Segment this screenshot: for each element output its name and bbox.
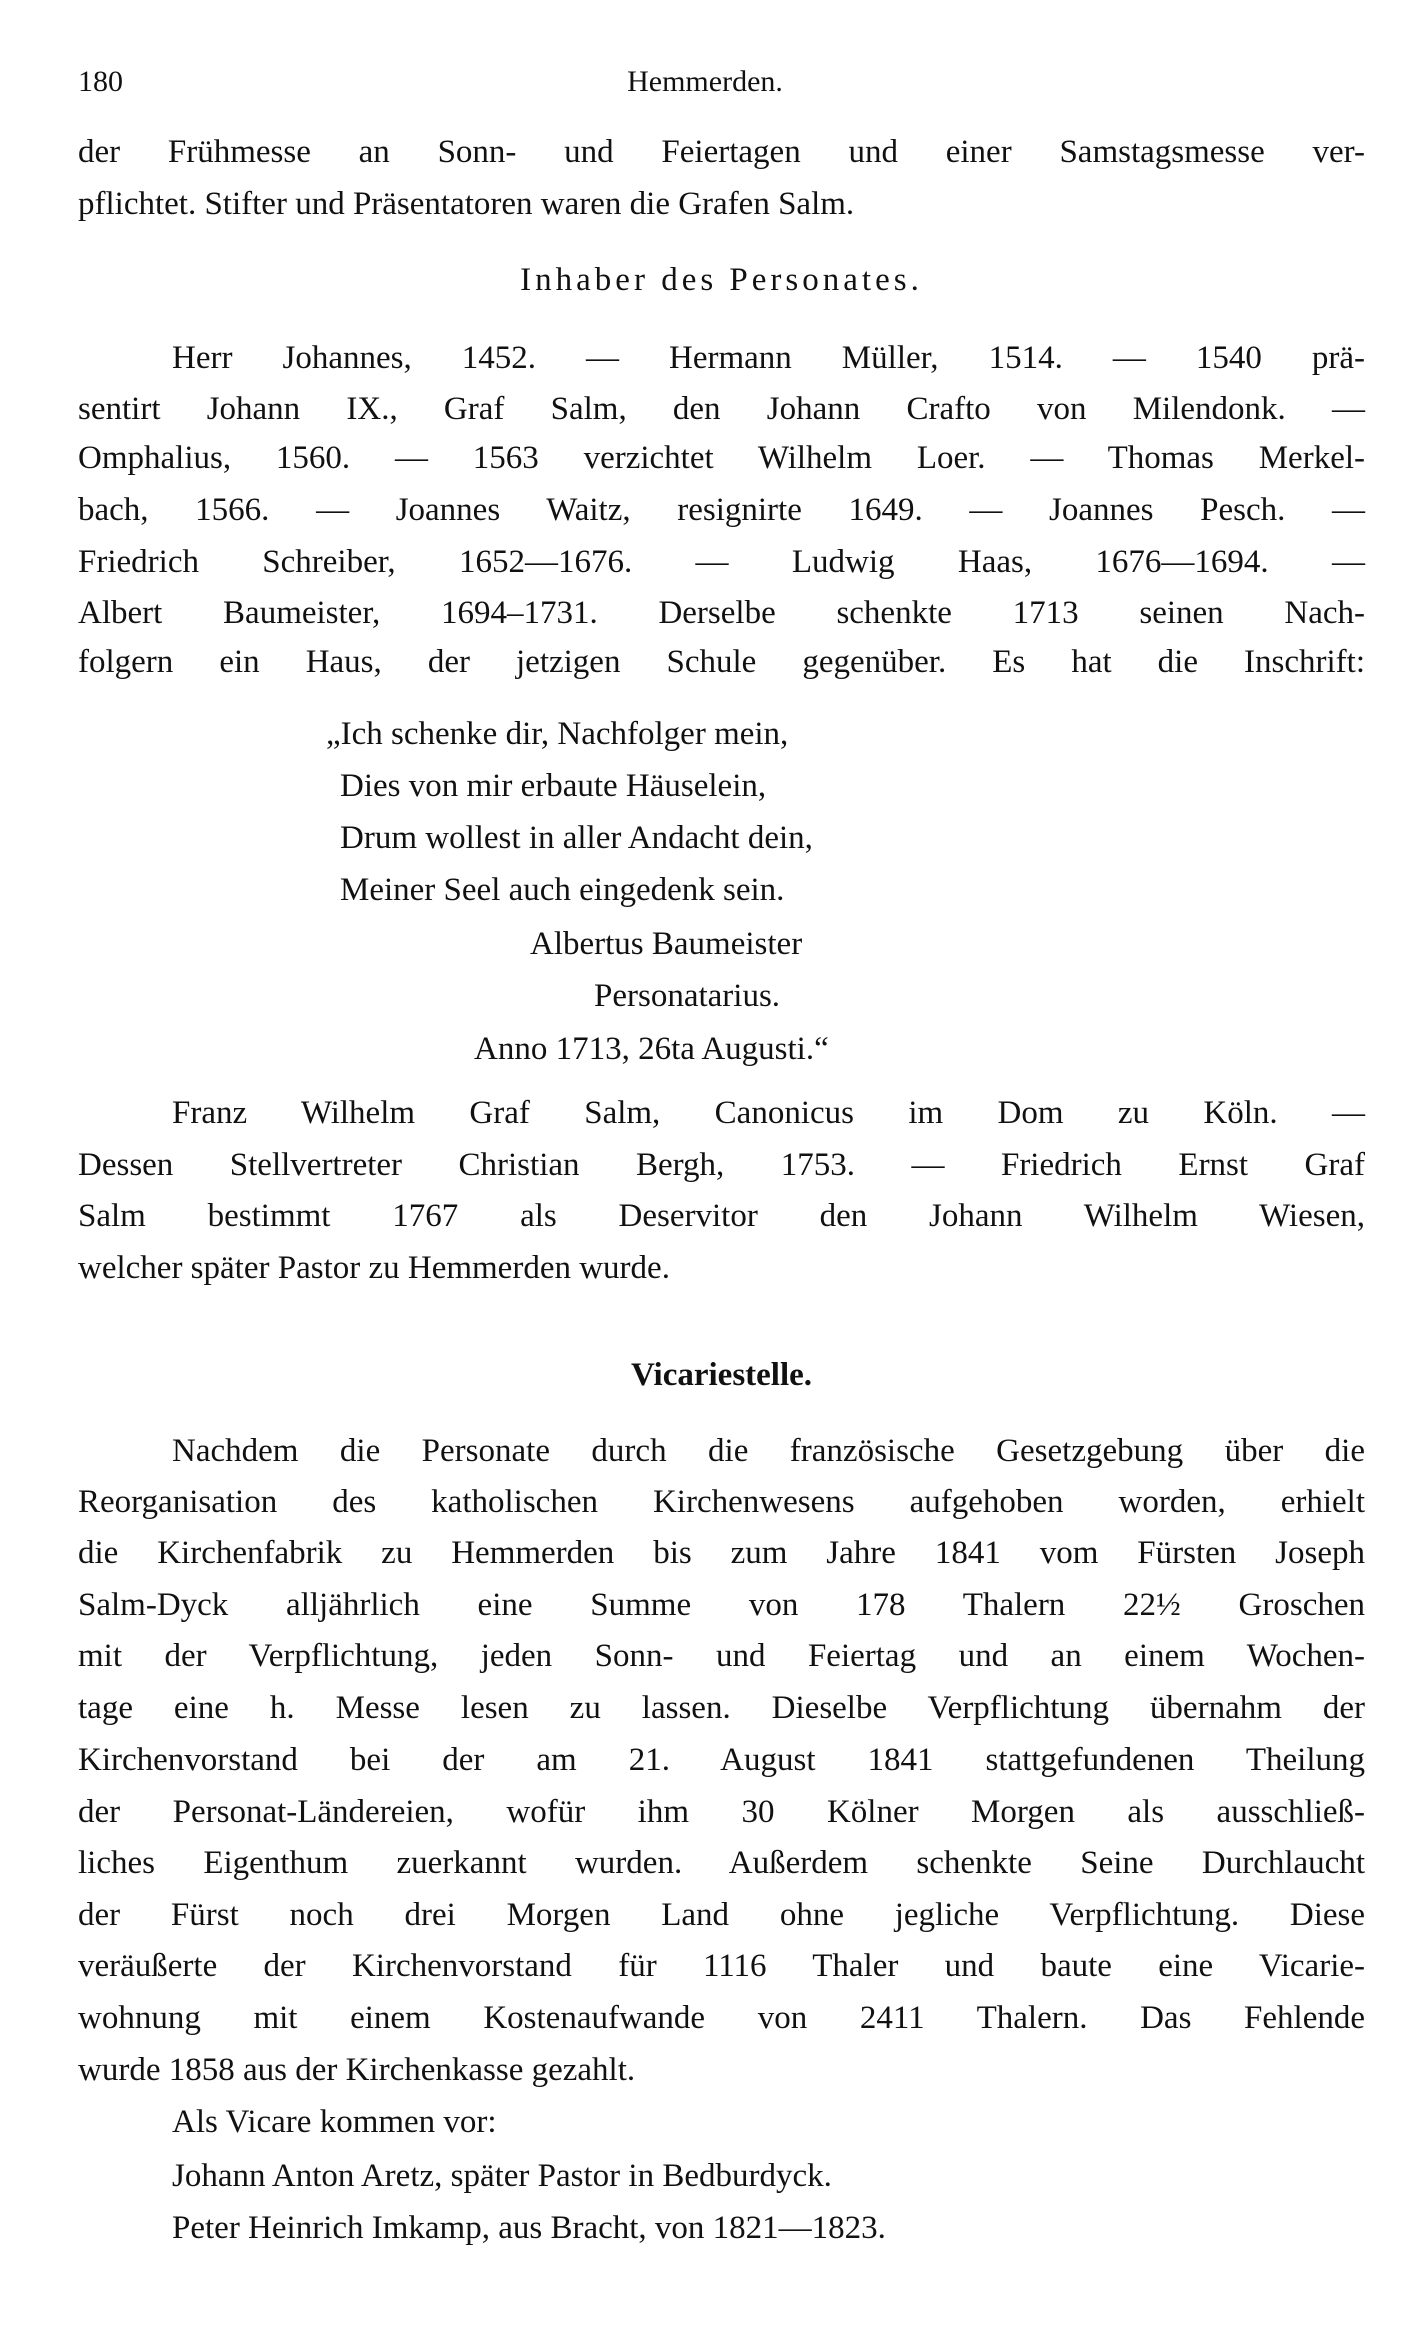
list-item: Peter Heinrich Imkamp, aus Bracht, von 1821—1823. [172, 2210, 886, 2246]
page-number: 180 [78, 65, 123, 98]
text-line: sentirt Johann IX., Graf Salm, den Johann Crafto von Milendonk. — [78, 391, 1365, 427]
text-line: Reorganisation des katholischen Kirchenwesens aufgehoben worden, erhielt [78, 1484, 1365, 1520]
poem-date: Anno 1713, 26ta Augusti.“ [474, 1031, 829, 1067]
poem-signature: Albertus Baumeister [530, 926, 803, 962]
text-line: Dessen Stellvertreter Christian Bergh, 1753. — Friedrich Ernst Graf [78, 1147, 1365, 1183]
poem-signature: Personatarius. [594, 978, 781, 1014]
text-line: der Fürst noch drei Morgen Land ohne jegliche Verpflichtung. Diese [78, 1897, 1365, 1933]
text-line: Nachdem die Personate durch die französische Gesetzgebung über die [172, 1433, 1365, 1469]
text-line: bach, 1566. — Joannes Waitz, resignirte 1649. — Joannes Pesch. — [78, 492, 1365, 528]
text-line: Albert Baumeister, 1694–1731. Derselbe schenkte 1713 seinen Nach- [78, 595, 1365, 631]
text-line: tage eine h. Messe lesen zu lassen. Dieselbe Verpflichtung übernahm der [78, 1690, 1365, 1726]
poem-line: „Ich schenke dir, Nachfolger mein, [326, 716, 789, 752]
text-line: mit der Verpflichtung, jeden Sonn- und Feiertag und an einem Wochen- [78, 1638, 1365, 1674]
text-line: folgern ein Haus, der jetzigen Schule gegenüber. Es hat die Inschrift: [78, 644, 1365, 680]
text-line: Als Vicare kommen vor: [172, 2104, 497, 2140]
text-line: Salm-Dyck alljährlich eine Summe von 178 Thalern 22½ Groschen [78, 1587, 1365, 1623]
poem-line: Meiner Seel auch eingedenk sein. [340, 872, 785, 908]
text-line: welcher später Pastor zu Hemmerden wurde. [78, 1250, 670, 1286]
text-line: der Frühmesse an Sonn- und Feiertagen und einer Samstagsmesse ver- [78, 134, 1365, 170]
section-heading: Inhaber des Personates. [520, 262, 923, 298]
text-line: pflichtet. Stifter und Präsentatoren waren die Grafen Salm. [78, 186, 855, 222]
text-line: der Personat-Ländereien, wofür ihm 30 Kölner Morgen als ausschließ- [78, 1794, 1365, 1830]
text-line: veräußerte der Kirchenvorstand für 1116 Thaler und baute eine Vicarie- [78, 1948, 1365, 1984]
list-item: Johann Anton Aretz, später Pastor in Bedburdyck. [172, 2158, 832, 2194]
text-line: Kirchenvorstand bei der am 21. August 1841 stattgefundenen Theilung [78, 1742, 1365, 1778]
poem-line: Dies von mir erbaute Häuselein, [340, 768, 767, 804]
poem-line: Drum wollest in aller Andacht dein, [340, 820, 813, 856]
text-line: Herr Johannes, 1452. — Hermann Müller, 1514. — 1540 prä- [172, 340, 1365, 376]
text-line: liches Eigenthum zuerkannt wurden. Außerdem schenkte Seine Durchlaucht [78, 1845, 1365, 1881]
text-line: die Kirchenfabrik zu Hemmerden bis zum Jahre 1841 vom Fürsten Joseph [78, 1535, 1365, 1571]
text-line: wurde 1858 aus der Kirchenkasse gezahlt. [78, 2052, 636, 2088]
running-title: Hemmerden. [627, 65, 783, 98]
text-line: Omphalius, 1560. — 1563 verzichtet Wilhelm Loer. — Thomas Merkel- [78, 440, 1365, 476]
text-line: Franz Wilhelm Graf Salm, Canonicus im Dom zu Köln. — [172, 1095, 1365, 1131]
text-line: wohnung mit einem Kostenaufwande von 2411 Thalern. Das Fehlende [78, 2000, 1365, 2036]
section-heading: Vicariestelle. [630, 1357, 813, 1393]
text-line: Salm bestimmt 1767 als Deservitor den Johann Wilhelm Wiesen, [78, 1198, 1365, 1234]
text-line: Friedrich Schreiber, 1652—1676. — Ludwig Haas, 1676—1694. — [78, 544, 1365, 580]
